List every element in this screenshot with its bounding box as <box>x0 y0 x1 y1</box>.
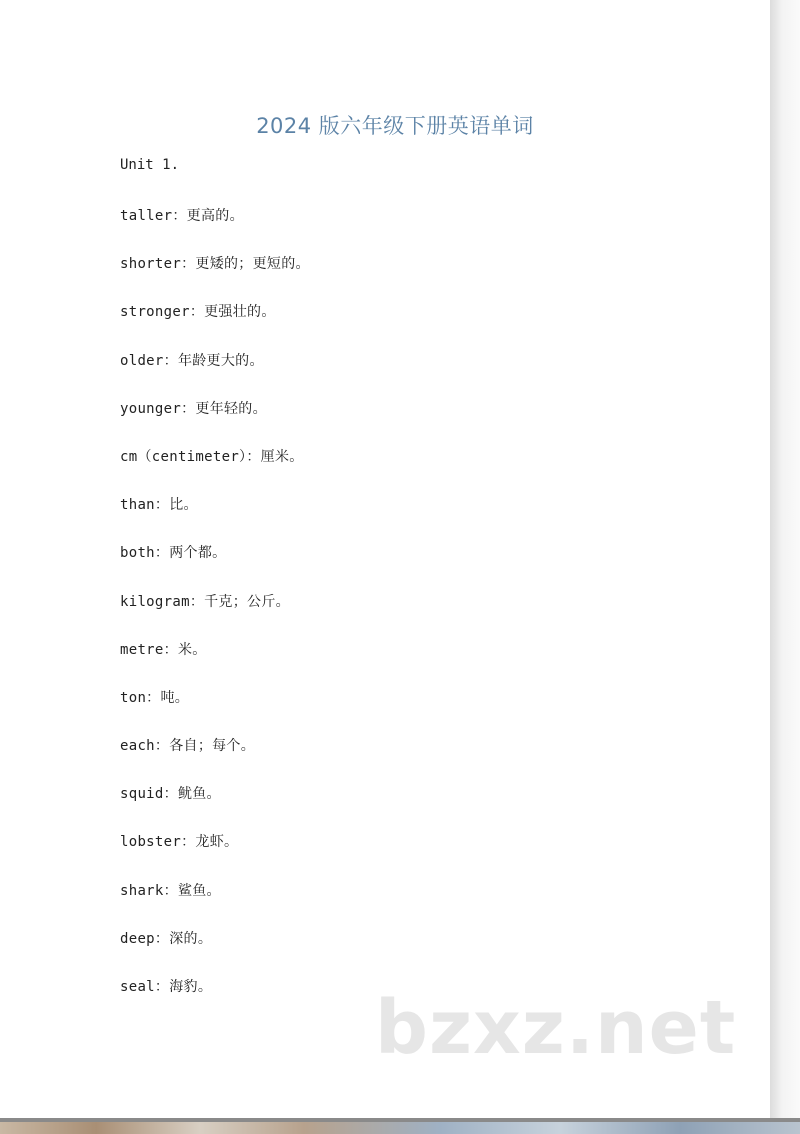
watermark: bzxz.net <box>375 985 737 1071</box>
vocabulary-item: younger：更年轻的。 <box>120 400 267 417</box>
vocabulary-item: taller：更高的。 <box>120 208 244 224</box>
vocabulary-item: shorter：更矮的；更短的。 <box>120 256 310 273</box>
vocabulary-item: deep：深的。 <box>120 930 213 947</box>
vocabulary-item: each：各自；每个。 <box>120 738 256 755</box>
vocabulary-item: than：比。 <box>120 497 198 514</box>
vocabulary-item: metre：米。 <box>120 641 207 658</box>
vocabulary-item: older：年龄更大的。 <box>120 352 264 369</box>
page-title: 2024 版六年级下册英语单词 <box>256 114 534 138</box>
vocabulary-item: shark：鲨鱼。 <box>120 882 221 899</box>
unit-heading: Unit 1. <box>120 157 180 173</box>
vocabulary-list <box>120 205 310 1024</box>
vocabulary-item: lobster：龙虾。 <box>120 834 239 851</box>
vocabulary-item: cm（centimeter）：厘米。 <box>120 448 304 465</box>
vocabulary-item: both：两个都。 <box>120 545 227 562</box>
vocabulary-item: stronger：更强壮的。 <box>120 304 276 321</box>
vocabulary-item: ton：吨。 <box>120 689 190 706</box>
page-edge <box>770 0 800 1118</box>
vocabulary-item: squid：鱿鱼。 <box>120 786 221 803</box>
vocabulary-item: kilogram：千克；公斤。 <box>120 593 290 610</box>
next-page-preview <box>0 1122 800 1134</box>
vocabulary-item: seal：海豹。 <box>120 979 213 995</box>
